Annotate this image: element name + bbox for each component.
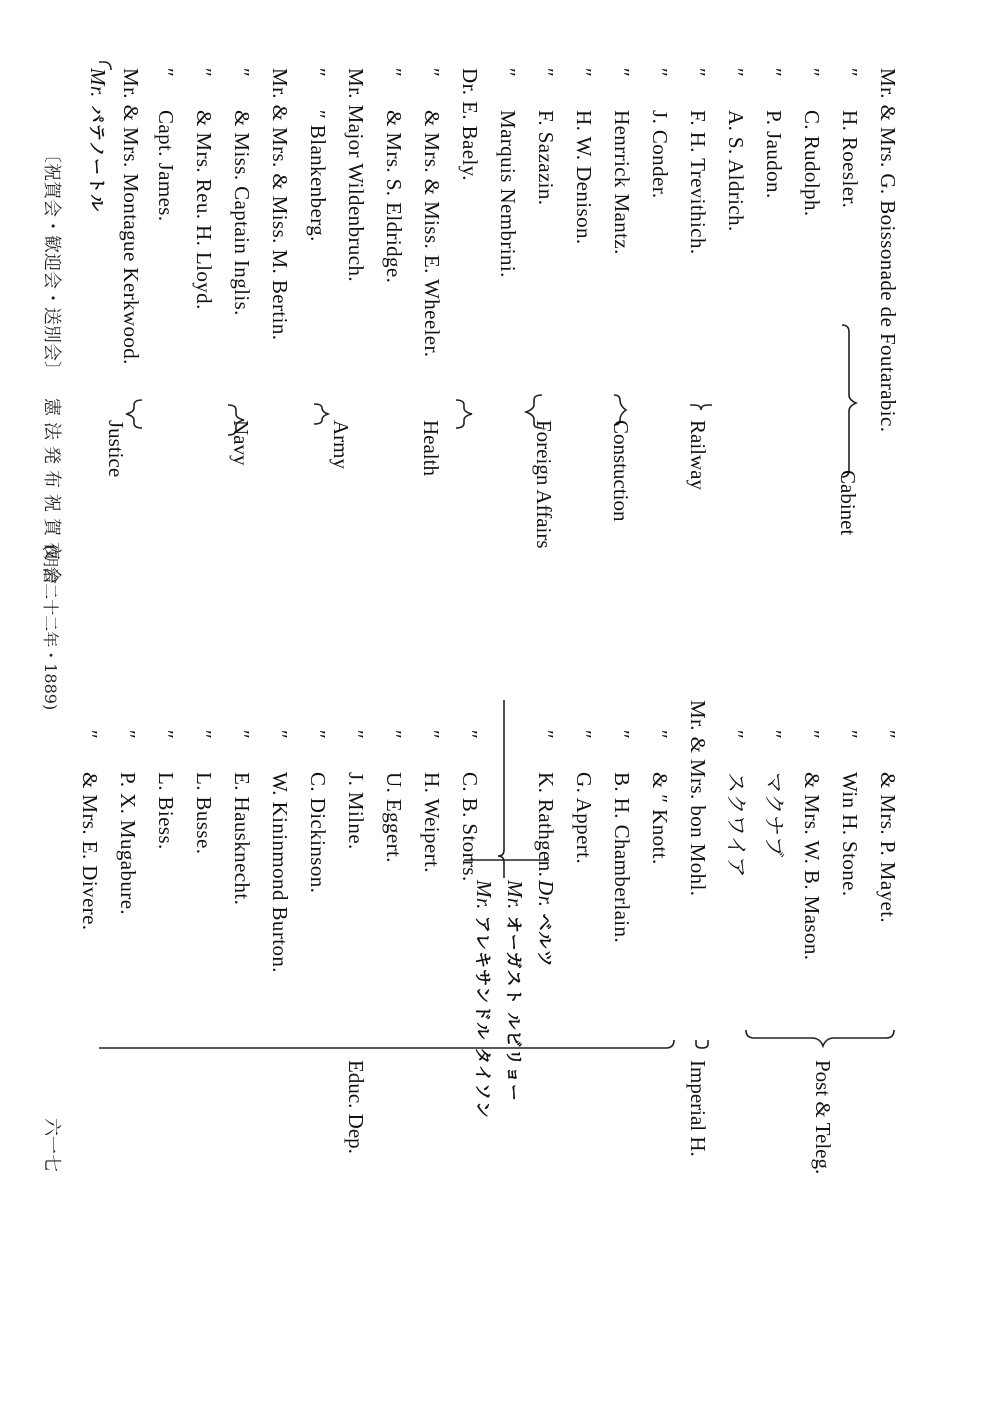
list-item: ″E. Hausknecht. bbox=[230, 730, 254, 906]
list-item: ″スクワイア bbox=[724, 730, 748, 878]
list-item: ″U. Eggert. bbox=[382, 730, 406, 863]
list-item: ″G. Appert. bbox=[572, 730, 596, 865]
imperial-brace bbox=[696, 1040, 708, 1048]
list-item: ″& Mrs. & Miss. E. Wheeler. bbox=[420, 68, 444, 358]
list-item: ″J. Conder. bbox=[648, 68, 672, 199]
list-item: ″C. Dickinson. bbox=[306, 730, 330, 894]
list-item: ″A. S. Aldrich. bbox=[724, 68, 748, 232]
dept-justice: Justice bbox=[104, 420, 128, 478]
list-item: ″H. Weipert. bbox=[420, 730, 444, 873]
list-item: ″K. Rathgen. bbox=[534, 730, 558, 878]
list-item: ″Capt. James. bbox=[154, 68, 178, 222]
dept-construction: Constuction bbox=[609, 420, 633, 522]
list-item: Dr. E. Baely. bbox=[458, 68, 482, 181]
dept-imperial: Imperial H. bbox=[686, 1060, 710, 1157]
handwritten-entry: Dr.ベルツ bbox=[534, 880, 558, 968]
list-item: Mr. & Mrs. G. Boissonade de Foutarabic. bbox=[876, 68, 900, 433]
educ-brace bbox=[99, 1040, 674, 1048]
list-item: ″マクナブ bbox=[762, 730, 786, 858]
dept-army: Army bbox=[329, 420, 353, 469]
list-item: ″& Mrs. S. Eldridge. bbox=[382, 68, 406, 284]
dept-post-teleg: Post & Teleg. bbox=[811, 1060, 835, 1175]
educ-separator bbox=[498, 700, 504, 878]
list-item: ″& Mrs. Reu. H. Lloyd. bbox=[192, 68, 216, 310]
dept-foreign-affairs: Foreign Affairs bbox=[532, 420, 556, 549]
list-item: ″& Miss. Captain Inglis. bbox=[230, 68, 254, 316]
list-item: ″C. Rudolph. bbox=[800, 68, 824, 217]
list-item: ″Win H. Stone. bbox=[838, 730, 862, 897]
dept-educ: Educ. Dep. bbox=[344, 1060, 368, 1154]
list-item: ″Marquis Nembrini. bbox=[496, 68, 520, 278]
handwritten-entry: Mr.オーガスト ルビリョー bbox=[503, 880, 527, 1102]
list-item: ″& Mrs. E. Divere. bbox=[78, 730, 102, 931]
section-label: 〔祝賀会・歓迎会・送別会〕 bbox=[41, 145, 62, 379]
list-item: ″F. Sazazin. bbox=[534, 68, 558, 206]
page-title: 憲法発布祝賀夜会 bbox=[41, 398, 62, 590]
handwritten-entry: Mr.パテノートル bbox=[86, 68, 110, 213]
list-item: ″C. B. Storrs. bbox=[458, 730, 482, 882]
list-item: ″H. W. Denison. bbox=[572, 68, 596, 245]
list-item: ″Henrrick Mantz. bbox=[610, 68, 634, 255]
page-number: 六一七 bbox=[41, 1118, 62, 1172]
list-item: ″L. Biess. bbox=[154, 730, 178, 850]
list-item: ″P. X. Mugabure. bbox=[116, 730, 140, 916]
dept-health: Health bbox=[419, 420, 443, 476]
list-item: ″B. H. Chamberlain. bbox=[610, 730, 634, 944]
list-item: ″& ″ Knott. bbox=[648, 730, 672, 865]
list-item: ″P. Jaudon. bbox=[762, 68, 786, 199]
list-item: ″& Mrs. P. Mayet. bbox=[876, 730, 900, 924]
list-item: ″J. Milne. bbox=[344, 730, 368, 850]
dept-cabinet: Cabinet bbox=[836, 470, 860, 536]
handwritten-entry: Mr.アレキサンドル タイソン bbox=[472, 880, 496, 1119]
list-item: ″H. Roesler. bbox=[838, 68, 862, 209]
dept-navy: Navy bbox=[229, 420, 253, 466]
list-item: ″″ Blankenberg. bbox=[306, 68, 330, 242]
list-item: Mr. & Mrs. bon Mohl. bbox=[686, 700, 710, 897]
date-label: (明治二十二年・1889) bbox=[41, 545, 60, 711]
list-item: ″L. Busse. bbox=[192, 730, 216, 855]
post-teleg-brace bbox=[746, 1030, 894, 1046]
list-item: ″F. H. Trevithich. bbox=[686, 68, 710, 255]
list-item: Mr. & Mrs. Montague Kerkwood. bbox=[119, 68, 143, 365]
list-item: Mr. Major Wildenbruch. bbox=[344, 68, 368, 283]
list-item: ″& Mrs. W. B. Mason. bbox=[800, 730, 824, 961]
list-item: ″W. Kininmond Burton. bbox=[268, 730, 292, 973]
list-item: Mr. & Mrs. & Miss. M. Bertin. bbox=[268, 68, 292, 341]
dept-railway: Railway bbox=[686, 420, 710, 490]
